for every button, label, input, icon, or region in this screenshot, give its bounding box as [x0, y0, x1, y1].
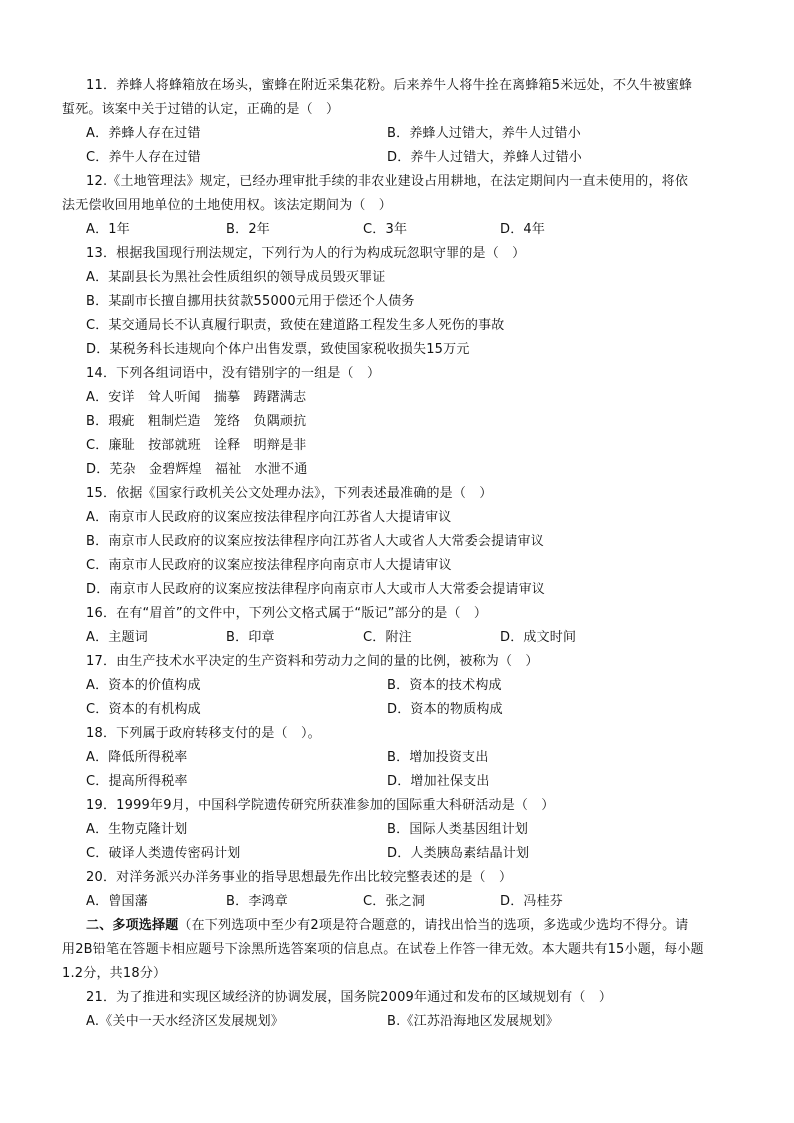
question-13-stem: 13．根据我国现行刑法规定，下列行为人的行为构成玩忽职守罪的是（ ）	[86, 246, 526, 261]
question-14-option-c: C．廉耻 按部就班 诠释 明辩是非	[86, 438, 307, 453]
section-2-instructions: （在下列选项中至少有2项是符合题意的，请找出恰当的选项，多选或少选均不得分。请	[178, 918, 689, 933]
question-20-option-b: B．李鸿章	[226, 894, 288, 909]
question-16-option-d: D．成文时间	[500, 630, 577, 645]
question-12-option-c: C．3年	[363, 222, 408, 237]
question-20-option-c: C．张之洞	[363, 894, 426, 909]
question-14-stem: 14．下列各组词语中，没有错别字的一组是（ ）	[86, 366, 381, 381]
question-11-option-d: D．养牛人过错大，养蜂人过错小	[387, 150, 583, 165]
question-17-stem: 17．由生产技术水平决定的生产资料和劳动力之间的量的比例，被称为（ ）	[86, 654, 539, 669]
question-16-option-b: B．印章	[226, 630, 275, 645]
question-16-stem: 16．在有“眉首”的文件中，下列公文格式属于“版记”部分的是（ ）	[86, 606, 488, 621]
question-21-option-a: A.《关中一天水经济区发展规划》	[86, 1014, 284, 1029]
question-18-option-d: D．增加社保支出	[387, 774, 490, 789]
question-19-option-d: D．人类胰岛素结晶计划	[387, 846, 530, 861]
question-14-option-d: D．芜杂 金碧辉煌 福祉 水泄不通	[86, 462, 308, 477]
question-12-stem: 12.《土地管理法》规定，已经办理审批手续的非农业建设占用耕地，在法定期间内一直未使用的，将依	[86, 174, 689, 189]
section-2-title: 二、多项选择题	[86, 918, 179, 933]
question-12-option-d: D．4年	[500, 222, 546, 237]
question-18-option-c: C．提高所得税率	[86, 774, 188, 789]
question-14-option-b: B．瑕疵 粗制烂造 笼络 负隅顽抗	[86, 414, 307, 429]
section-2-instructions-end: 1.2分，共18分）	[62, 966, 167, 981]
question-19-option-a: A．生物克隆计划	[86, 822, 188, 837]
question-19-option-b: B．国际人类基因组计划	[387, 822, 529, 837]
question-15-option-a: A．南京市人民政府的议案应按法律程序向江苏省人大提请审议	[86, 510, 452, 525]
question-15-option-c: C．南京市人民政府的议案应按法律程序向南京市人大提请审议	[86, 558, 452, 573]
question-13-option-b: B．某副市长擅自挪用扶贫款55000元用于偿还个人债务	[86, 294, 415, 309]
question-21-option-b: B.《江苏沿海地区发展规划》	[387, 1014, 559, 1029]
question-12-option-b: B．2年	[226, 222, 270, 237]
question-11-stem-cont: 蜇死。该案中关于过错的认定，正确的是（ ）	[62, 102, 340, 117]
question-20-stem: 20．对洋务派兴办洋务事业的指导思想最先作出比较完整表述的是（ ）	[86, 870, 513, 885]
question-16-option-c: C．附注	[363, 630, 412, 645]
question-12-stem-cont: 法无偿收回用地单位的土地使用权。该法定期间为（ ）	[62, 198, 393, 213]
question-15-stem: 15．依据《国家行政机关公文处理办法》，下列表述最准确的是（ ）	[86, 486, 493, 501]
question-15-option-d: D．南京市人民政府的议案应按法律程序向南京市人大或市人大常委会提请审议	[86, 582, 546, 597]
question-13-option-a: A．某副县长为黑社会性质组织的领导成员毁灭罪证	[86, 270, 386, 285]
question-19-option-c: C．破译人类遗传密码计划	[86, 846, 241, 861]
question-11-option-b: B．养蜂人过错大，养牛人过错小	[387, 126, 581, 141]
question-18-option-a: A．降低所得税率	[86, 750, 188, 765]
question-20-option-a: A．曾国藩	[86, 894, 148, 909]
question-11-stem: 11．养蜂人将蜂箱放在场头，蜜蜂在附近采集花粉。后来养牛人将牛拴在离蜂箱5米远处，不久牛被蜜蜂	[86, 78, 693, 93]
question-15-option-b: B．南京市人民政府的议案应按法律程序向江苏省人大或省人大常委会提请审议	[86, 534, 544, 549]
question-11-option-c: C．养牛人存在过错	[86, 150, 201, 165]
question-13-option-c: C．某交通局长不认真履行职责，致使在建道路工程发生多人死伤的事故	[86, 318, 505, 333]
question-21-stem: 21．为了推进和实现区域经济的协调发展，国务院2009年通过和发布的区域规划有（ ）	[86, 990, 613, 1005]
question-11-option-a: A．养蜂人存在过错	[86, 126, 201, 141]
question-16-option-a: A．主题词	[86, 630, 148, 645]
question-17-option-c: C．资本的有机构成	[86, 702, 201, 717]
section-2-instructions-cont: 用2B铅笔在答题卡相应题号下涂黑所选答案项的信息点。在试卷上作答一律无效。本大题共有15小题，每小题	[62, 942, 704, 957]
question-13-option-d: D．某税务科长违规向个体户出售发票，致使国家税收损失15万元	[86, 342, 470, 357]
question-19-stem: 19．1999年9月，中国科学院遗传研究所获准参加的国际重大科研活动是（ ）	[86, 798, 555, 813]
question-14-option-a: A．安详 耸人听闻 揣摹 踌躇满志	[86, 390, 307, 405]
question-18-stem: 18．下列属于政府转移支付的是（ ）。	[86, 726, 321, 741]
section-2-heading	[86, 916, 688, 936]
question-17-option-b: B．资本的技术构成	[387, 678, 502, 693]
question-17-option-d: D．资本的物质构成	[387, 702, 503, 717]
question-18-option-b: B．增加投资支出	[387, 750, 489, 765]
question-17-option-a: A．资本的价值构成	[86, 678, 201, 693]
question-12-option-a: A．1年	[86, 222, 130, 237]
question-20-option-d: D．冯桂芬	[500, 894, 564, 909]
